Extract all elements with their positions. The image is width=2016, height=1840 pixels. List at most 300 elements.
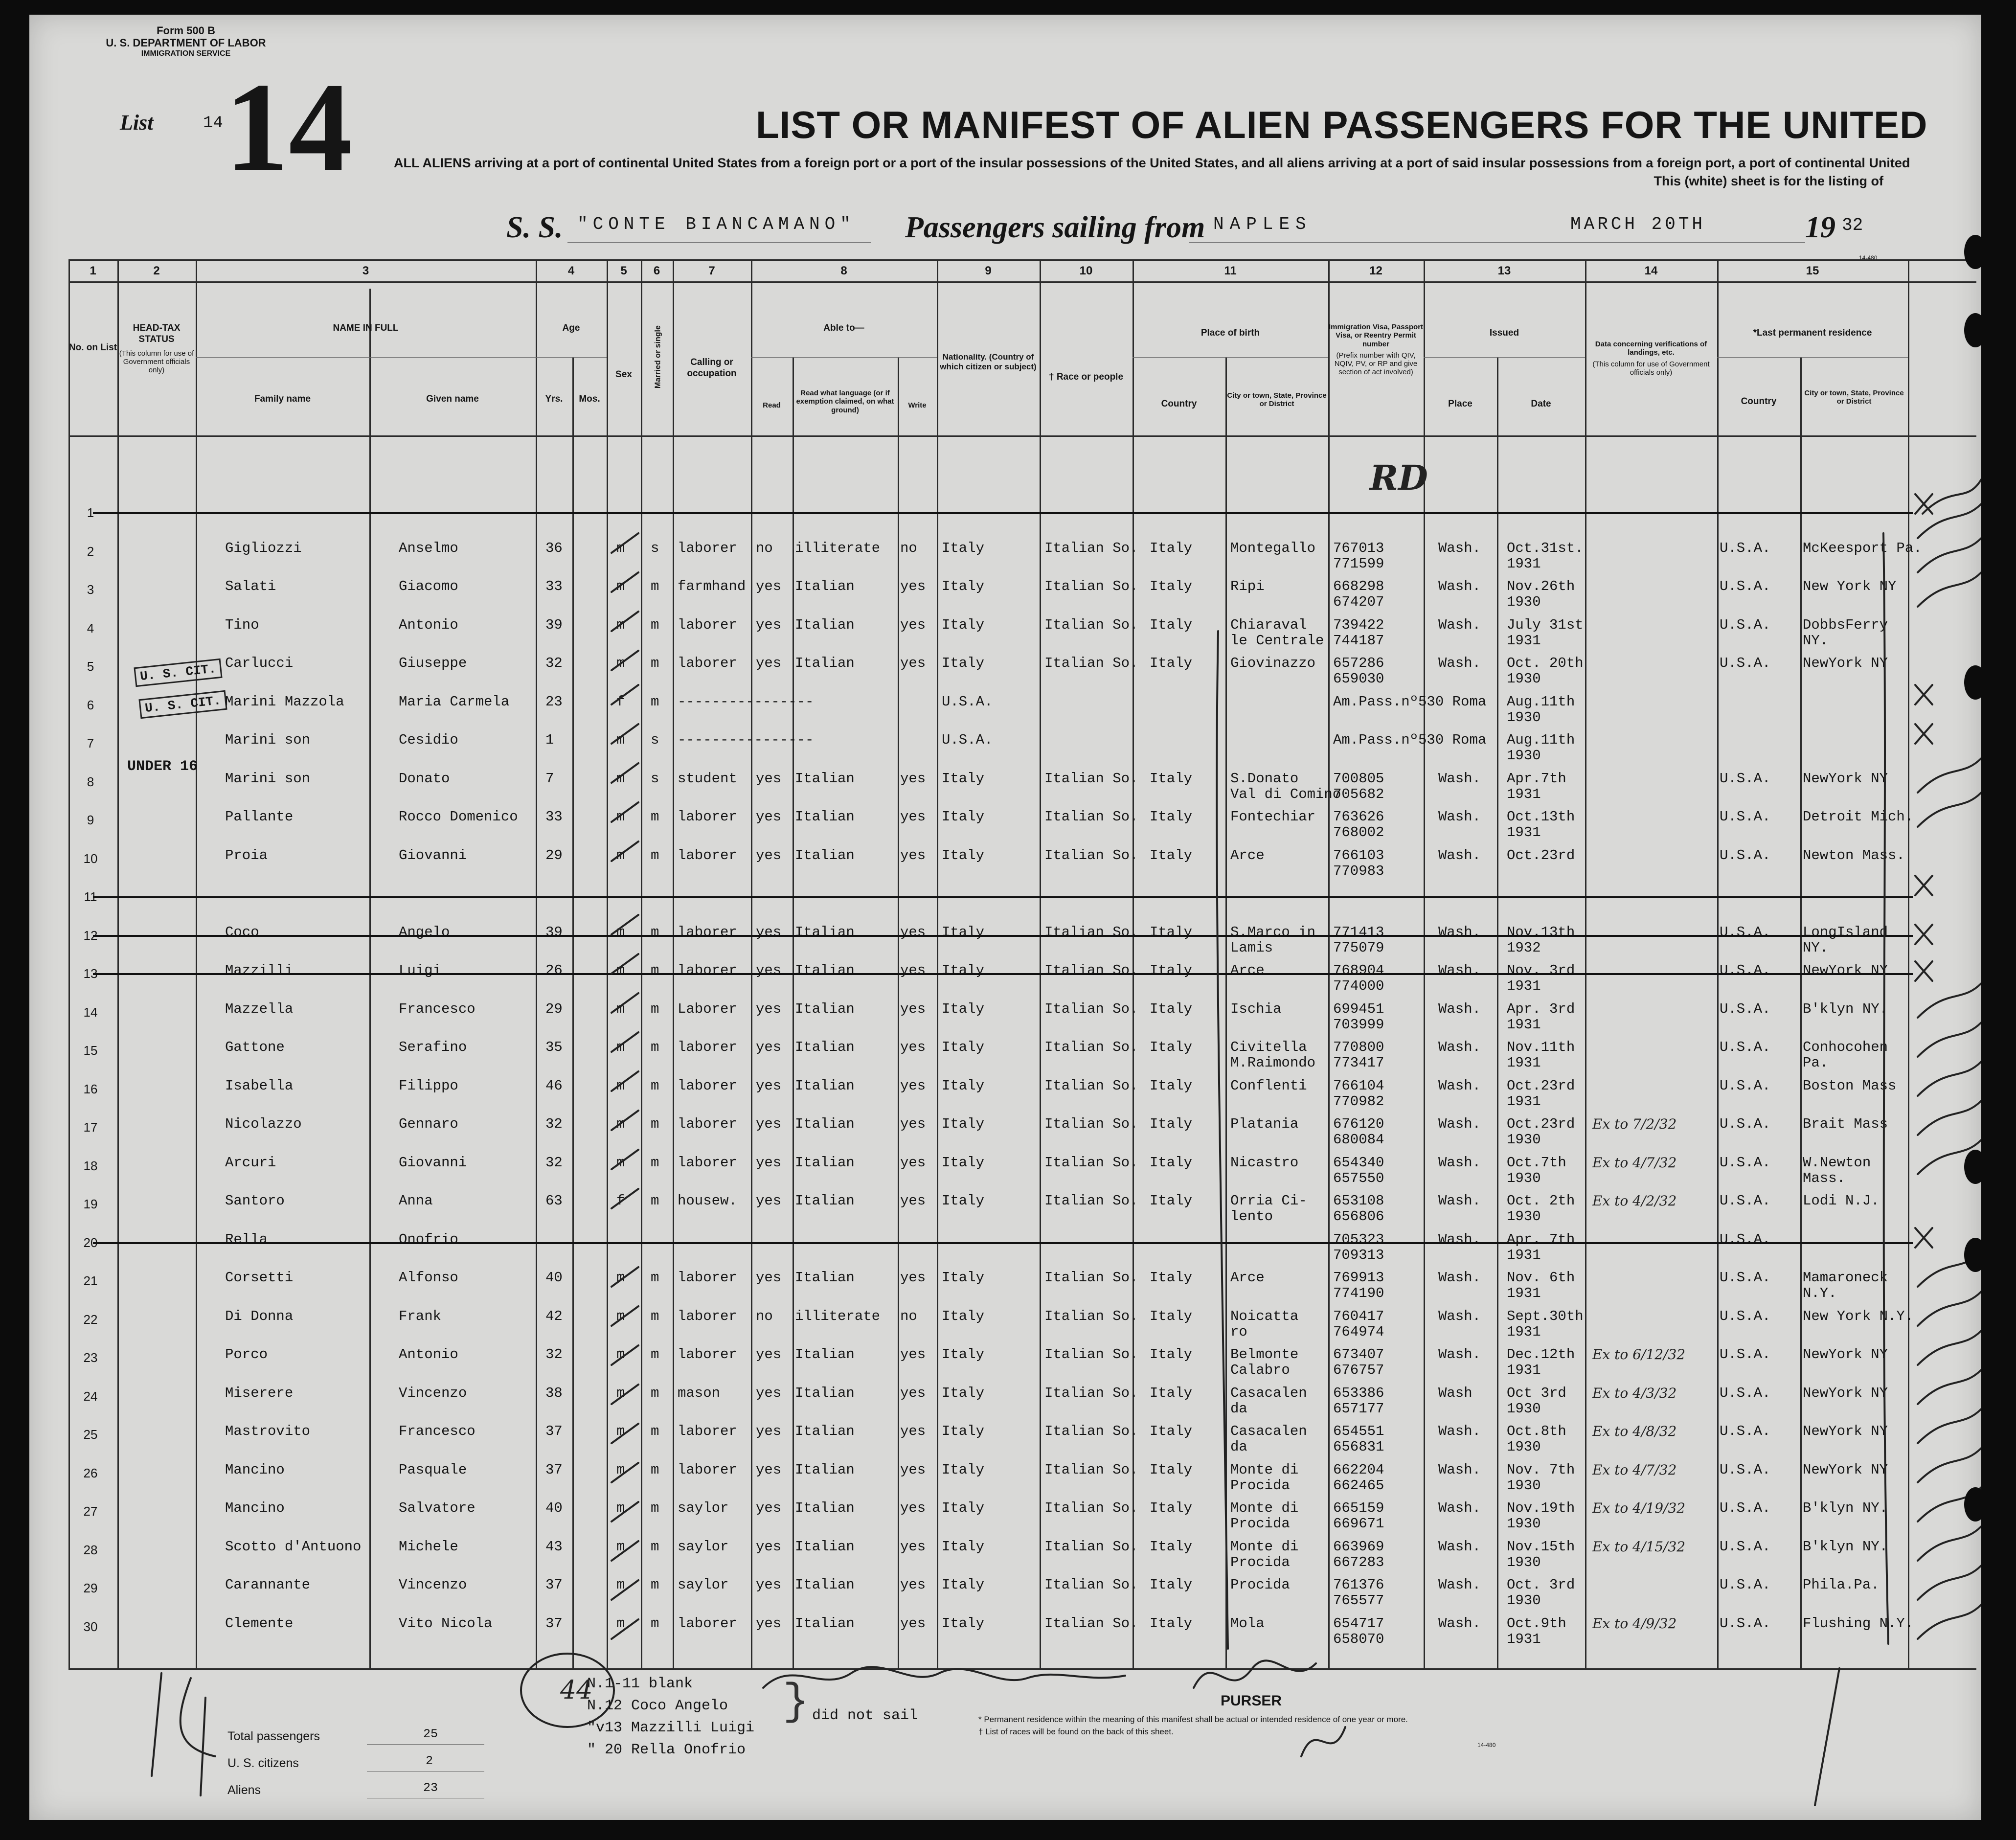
header-birth-city: City or town, State, Province or District [1227,391,1327,409]
header-verification-note: (This column for use of Government officials only) [1592,360,1710,377]
cell-visa2: 669671 [1333,1516,1384,1532]
cell-res-country: U.S.A. [1720,1193,1771,1209]
cell-place: Wash. [1438,962,1481,978]
cell-nat: Italy [942,1500,985,1516]
cell-date2: 1930 [1507,671,1541,687]
cell-lang: Italian [795,1538,855,1555]
cell-occ: laborer [678,540,737,556]
cell-visa: 653108 [1333,1193,1384,1209]
cell-occ: laborer [678,962,737,978]
column-number: 11 [1224,264,1237,277]
cell-visa2: 674207 [1333,594,1384,610]
cell-visa: 761376 [1333,1577,1384,1593]
row-number: 14 [83,1004,98,1020]
cell-read: yes [756,1154,782,1171]
cell-age: 37 [545,1577,563,1593]
cell-lang: Italian [795,1154,855,1171]
cell-nat: Italy [942,1461,985,1478]
cell-visa: 673407 [1333,1346,1384,1363]
cell-write: yes [900,1193,926,1209]
cell-date2: 1931 [1507,1093,1541,1110]
cell-verif: Ex to 4/7/32 [1592,1154,1677,1171]
cell-ms: s [651,770,659,787]
cell-write: yes [900,1538,926,1555]
cell-visa2: 709313 [1333,1247,1384,1263]
cell-age: 39 [545,616,563,633]
cell-nat: Italy [942,962,985,978]
cell-read: yes [756,962,782,978]
cell-sex: m [616,770,625,787]
handwritten-rd-mark: RD [1370,457,1428,498]
row-number: 6 [87,697,94,712]
cell-ms: m [651,1577,659,1593]
cell-date2: 1930 [1507,748,1541,764]
cell-nat: Italy [942,616,985,633]
cell-nat: Italy [942,1116,985,1132]
header-visa-note: (Prefix number with QIV, NQIV, PV, or RP and give section of act involved) [1334,351,1418,377]
cell-sex: m [616,578,625,594]
cell-ms: m [651,1270,659,1286]
cell-family: Salati [225,578,276,594]
cell-city2: Procida [1230,1516,1290,1532]
cell-city: Giovinazzo [1230,655,1316,671]
cell-place: Wash. [1438,1039,1481,1055]
cell-write: yes [900,1577,926,1593]
cell-ms: m [651,962,659,978]
footnote-residence: * Permanent residence within the meaning of this manifest shall be actual or intended residence of one year or more. [978,1715,1408,1724]
cell-sex: m [616,962,625,978]
cell-write: yes [900,1385,926,1401]
cell-ms: m [651,1385,659,1401]
cell-date2: 1931 [1507,632,1541,649]
cell-visa: 654717 [1333,1615,1384,1632]
cell-nat: Italy [942,1154,985,1171]
cell-read: yes [756,1193,782,1209]
cell-age: 32 [545,655,563,671]
cell-nat: Italy [942,1000,985,1017]
cell-res-country: U.S.A. [1720,578,1771,594]
cell-place: Wash. [1438,1154,1481,1171]
cell-age: 29 [545,847,563,863]
cell-res-country: U.S.A. [1720,1077,1771,1094]
cell-sex: m [616,540,625,556]
cell-race: Italian So. [1044,540,1138,556]
service: IMMIGRATION SERVICE [141,49,231,58]
cell-ms: s [651,732,659,748]
cell-age: 23 [545,693,563,710]
cell-sex: m [616,1577,625,1593]
cell-family: Arcuri [225,1154,276,1171]
cell-res-city: NewYork NY [1803,1385,1888,1401]
cell-occ: student [678,770,737,787]
cell-city: Monte di [1230,1538,1299,1555]
cell-city: Monte di [1230,1461,1299,1478]
row-number: 19 [83,1197,98,1211]
cell-sex: m [616,1500,625,1516]
cell-country: Italy [1150,1270,1193,1286]
cell-place: Wash. [1438,770,1481,787]
cell-visa: 663969 [1333,1538,1384,1555]
cell-age: 38 [545,1385,563,1401]
column-number: 14 [1644,264,1658,277]
cell-city: Nicastro [1230,1154,1299,1171]
cell-race: Italian So. [1044,616,1138,633]
cell-nat: Italy [942,809,985,825]
header-issued-place: Place [1448,399,1472,409]
cell-given: Vincenzo [399,1385,467,1401]
cell-given: Anna [399,1193,433,1209]
cell-visa2: 705682 [1333,786,1384,802]
cell-sex: f [616,693,625,710]
cell-race: Italian So. [1044,1385,1138,1401]
cell-res-country: U.S.A. [1720,1461,1771,1478]
cell-occ: ---------------- [678,732,814,748]
cell-sex: m [616,732,625,748]
cell-country: Italy [1150,1346,1193,1363]
cell-race: Italian So. [1044,1116,1138,1132]
cell-read: yes [756,616,782,633]
cell-ms: m [651,1346,659,1363]
cell-date: Apr. 3rd [1507,1000,1575,1017]
cell-place: Wash [1438,1385,1472,1401]
cell-country: Italy [1150,1000,1193,1017]
cell-date2: 1930 [1507,1554,1541,1570]
cell-date: Sept.30th [1507,1308,1584,1324]
cell-date: Nov.13th [1507,924,1575,940]
header-head-tax-note: (This column for use of Government officials only) [119,349,194,375]
cell-res-country: U.S.A. [1720,1385,1771,1401]
cell-lang: Italian [795,809,855,825]
cell-occ: saylor [678,1538,729,1555]
cell-ms: m [651,1423,659,1439]
cell-res-country: U.S.A. [1720,540,1771,556]
cell-nat: Italy [942,1615,985,1632]
cell-given: Michele [399,1538,458,1555]
cell-occ: mason [678,1385,721,1401]
cell-given: Alfonso [399,1270,458,1286]
cell-date: Oct.23rd [1507,847,1575,863]
column-number: 3 [362,264,369,277]
cell-sex: m [616,1308,625,1324]
us-citizens-label: U. S. citizens [227,1756,299,1770]
cell-visa: 700805 [1333,770,1384,787]
cell-city2: Val di Comino [1230,786,1341,802]
cell-lang: Italian [795,616,855,633]
us-citizens-value: 2 [426,1754,433,1768]
cell-verif: Ex to 7/2/32 [1592,1116,1677,1132]
header-write: Write [908,401,927,409]
cell-age: 32 [545,1116,563,1132]
cell-given: Antonio [399,616,458,633]
cell-res-city: New York NY [1803,578,1897,594]
cell-country: Italy [1150,1385,1193,1401]
cell-sex: m [616,1116,625,1132]
cell-visa2: 773417 [1333,1055,1384,1071]
cell-age: 46 [545,1077,563,1094]
cell-family: Tino [225,616,259,633]
cell-date: Oct.7th [1507,1154,1566,1171]
cell-country: Italy [1150,1154,1193,1171]
cell-res-city: Mamaroneck [1803,1270,1888,1286]
cell-res-country: U.S.A. [1720,1577,1771,1593]
header-family-name: Family name [254,394,311,404]
cell-visa2: 774190 [1333,1285,1384,1301]
note-mazzilli: "v13 Mazzilli Luigi [587,1720,755,1736]
cell-write: yes [900,962,926,978]
cell-res-city: LongIsland [1803,924,1888,940]
cell-lang: Italian [795,655,855,671]
total-passengers-value: 25 [423,1727,438,1741]
cell-age: 32 [545,1346,563,1363]
cell-place: Wash. [1438,1231,1481,1248]
cell-sex: m [616,1039,625,1055]
cell-sex: m [616,1538,625,1555]
cell-res-country: U.S.A. [1720,1423,1771,1439]
cell-date: Aug.11th [1507,732,1575,748]
year-suffix: 32 [1842,215,1863,235]
cell-country: Italy [1150,924,1193,940]
row-number: 5 [87,659,94,674]
cell-date: Oct.9th [1507,1615,1566,1632]
cell-age: 33 [545,809,563,825]
cell-given: Serafino [399,1039,467,1055]
cell-date2: 1931 [1507,555,1541,572]
cell-res-city: Newton Mass. [1803,847,1905,863]
cell-read: yes [756,847,782,863]
subtitle: ALL ALIENS arriving at a port of continental United States from a foreign port or a port of the insular possessions of the United States, and all aliens arriving at a port of said insular possessions from a foreign port, a port of continental United [394,156,1910,170]
cell-family: Mazzilli [225,962,294,978]
cell-nat: Italy [942,1270,985,1286]
cell-city: Civitella [1230,1039,1307,1055]
cell-res-city: New York N.Y. [1803,1308,1914,1324]
cell-visa: 654551 [1333,1423,1384,1439]
cell-age: 37 [545,1615,563,1632]
list-label: List [120,111,154,135]
cell-lang: Italian [795,962,855,978]
cell-nat: U.S.A. [942,732,993,748]
cell-visa2: 656831 [1333,1439,1384,1455]
header-last-residence: *Last permanent residence [1753,328,1872,338]
cell-visa2: 657550 [1333,1170,1384,1186]
cell-lang: Italian [795,770,855,787]
row-number: 29 [83,1581,98,1595]
cell-family: Gigliozzi [225,540,302,556]
cell-date: Oct.23rd [1507,1077,1575,1094]
row-number: 10 [83,851,98,866]
cell-res-city: McKeesport Pa. [1803,540,1922,556]
cell-read: yes [756,1000,782,1017]
cell-city: Fontechiar [1230,809,1316,825]
cell-res-country: U.S.A. [1720,1270,1771,1286]
cell-write: yes [900,578,926,594]
cell-country: Italy [1150,1077,1193,1094]
cell-date2: 1931 [1507,1285,1541,1301]
cell-age: 42 [545,1308,563,1324]
note-brace: } [783,1678,810,1727]
cell-sex: m [616,616,625,633]
cell-visa: 662204 [1333,1461,1384,1478]
cell-write: yes [900,655,926,671]
cell-place: Wash. [1438,1615,1481,1632]
cell-family: Gattone [225,1039,285,1055]
cell-visa2: 680084 [1333,1132,1384,1148]
cell-read: yes [756,1116,782,1132]
cell-sex: m [616,1461,625,1478]
cell-lang: Italian [795,1577,855,1593]
cell-city2: le Centrale [1230,632,1324,649]
cell-visa: Am.Pass.nº530 Roma [1333,732,1487,748]
cell-date2: 1931 [1507,1055,1541,1071]
cell-family: Mancino [225,1500,285,1516]
cell-city2: lento [1230,1208,1273,1225]
header-issued: Issued [1489,328,1519,338]
cell-race: Italian So. [1044,847,1138,863]
cell-occ: laborer [678,1615,737,1632]
cell-visa2: 676757 [1333,1362,1384,1378]
cell-date2: 1931 [1507,1247,1541,1263]
cell-race: Italian So. [1044,924,1138,940]
cell-read: yes [756,1577,782,1593]
cell-place: Wash. [1438,1461,1481,1478]
cell-place: Wash. [1438,924,1481,940]
cell-city: Noicatta [1230,1308,1299,1324]
cell-res-country: U.S.A. [1720,847,1771,863]
note-coco: N.12 Coco Angelo [587,1698,728,1714]
cell-occ: saylor [678,1500,729,1516]
cell-race: Italian So. [1044,1577,1138,1593]
cell-lang: Italian [795,1270,855,1286]
cell-read: yes [756,1615,782,1632]
note-rella: " 20 Rella Onofrio [587,1742,746,1758]
cell-place: Wash. [1438,1308,1481,1324]
header-place-of-birth: Place of birth [1201,328,1260,338]
cell-read: no [756,1308,773,1324]
cell-race: Italian So. [1044,1000,1138,1017]
cell-read: yes [756,1500,782,1516]
cell-verif: Ex to 4/15/32 [1592,1538,1686,1555]
cell-place: Wash. [1438,1116,1481,1132]
cell-res-country: U.S.A. [1720,1116,1771,1132]
cell-visa: 760417 [1333,1308,1384,1324]
cell-res-city: NewYork NY [1803,962,1888,978]
cell-res-country: U.S.A. [1720,962,1771,978]
page-title: LIST OR MANIFEST OF ALIEN PASSENGERS FOR THE UNITED [756,103,1928,146]
cell-read: yes [756,924,782,940]
cell-date2: 1930 [1507,594,1541,610]
cell-date2: 1930 [1507,1516,1541,1532]
cell-nat: Italy [942,655,985,671]
cell-date2: 1930 [1507,1477,1541,1494]
cell-place: Wash. [1438,847,1481,863]
cell-visa: 770800 [1333,1039,1384,1055]
cell-read: yes [756,770,782,787]
row-number: 16 [83,1081,98,1096]
cell-age: 7 [545,770,554,787]
header-sex: Sex [615,369,632,380]
sailing-date: MARCH 20TH [1570,214,1706,234]
cell-occ: laborer [678,1039,737,1055]
cell-occ: farmhand [678,578,746,594]
cell-sex: m [616,655,625,671]
cell-age: 37 [545,1423,563,1439]
cell-race: Italian So. [1044,1346,1138,1363]
department: U. S. DEPARTMENT OF LABOR [106,37,266,49]
cell-family: Porco [225,1346,268,1363]
cell-date2: 1931 [1507,786,1541,802]
cell-write: yes [900,1270,926,1286]
cell-family: Mastrovito [225,1423,311,1439]
cell-verif: Ex to 6/12/32 [1592,1346,1686,1363]
cell-date: Oct.31st. [1507,540,1584,556]
cell-family: Rella [225,1231,268,1248]
cell-read: yes [756,1461,782,1478]
cell-write: yes [900,847,926,863]
cell-sex: m [616,847,625,863]
row-number: 28 [83,1542,98,1557]
cell-date2: 1932 [1507,939,1541,956]
cell-ms: m [651,1461,659,1478]
cell-read: yes [756,1270,782,1286]
cell-date2: 1931 [1507,824,1541,840]
cell-visa: 766104 [1333,1077,1384,1094]
cell-write: yes [900,1154,926,1171]
cell-ms: m [651,693,659,710]
cell-res-country: U.S.A. [1720,924,1771,940]
cell-write: yes [900,1000,926,1017]
cell-age: 36 [545,540,563,556]
cell-given: Pasquale [399,1461,467,1478]
cell-date: July 31st [1507,616,1584,633]
cell-race: Italian So. [1044,1615,1138,1632]
cell-visa2: 770982 [1333,1093,1384,1110]
sailing-label: Passengers sailing from [905,211,1205,244]
cell-visa2: 658070 [1333,1631,1384,1647]
cell-city: Belmonte [1230,1346,1299,1363]
header-issued-date: Date [1531,399,1551,409]
cell-write: yes [900,1039,926,1055]
cell-nat: Italy [942,578,985,594]
cell-city: S.Marco in [1230,924,1316,940]
cell-family: Nicolazzo [225,1116,302,1132]
cell-city2: da [1230,1400,1247,1417]
cell-lang: Italian [795,1615,855,1632]
header-verification-label: Data concerning verifications of landings, etc. [1595,340,1707,357]
row-number: 20 [83,1235,98,1250]
cell-country: Italy [1150,1193,1193,1209]
cell-family: Corsetti [225,1270,294,1286]
cell-age: 37 [545,1461,563,1478]
cell-country: Italy [1150,540,1193,556]
cell-race: Italian So. [1044,1077,1138,1094]
cell-date: Oct. 2th [1507,1193,1575,1209]
cell-place: Wash. [1438,1500,1481,1516]
cell-nat: Italy [942,1346,985,1363]
cell-res-city: Boston Mass [1803,1077,1897,1094]
cell-nat: Italy [942,1577,985,1593]
cell-country: Italy [1150,1461,1193,1478]
cell-race: Italian So. [1044,1500,1138,1516]
cell-nat: Italy [942,1423,985,1439]
cell-country: Italy [1150,770,1193,787]
cell-ms: m [651,1308,659,1324]
cell-city: Monte di [1230,1500,1299,1516]
column-number: 2 [153,264,160,277]
cell-nat: Italy [942,1039,985,1055]
column-number: 8 [840,264,847,277]
row-number: 30 [83,1619,98,1634]
cell-res-city: NewYork NY [1803,655,1888,671]
cell-write: yes [900,1423,926,1439]
